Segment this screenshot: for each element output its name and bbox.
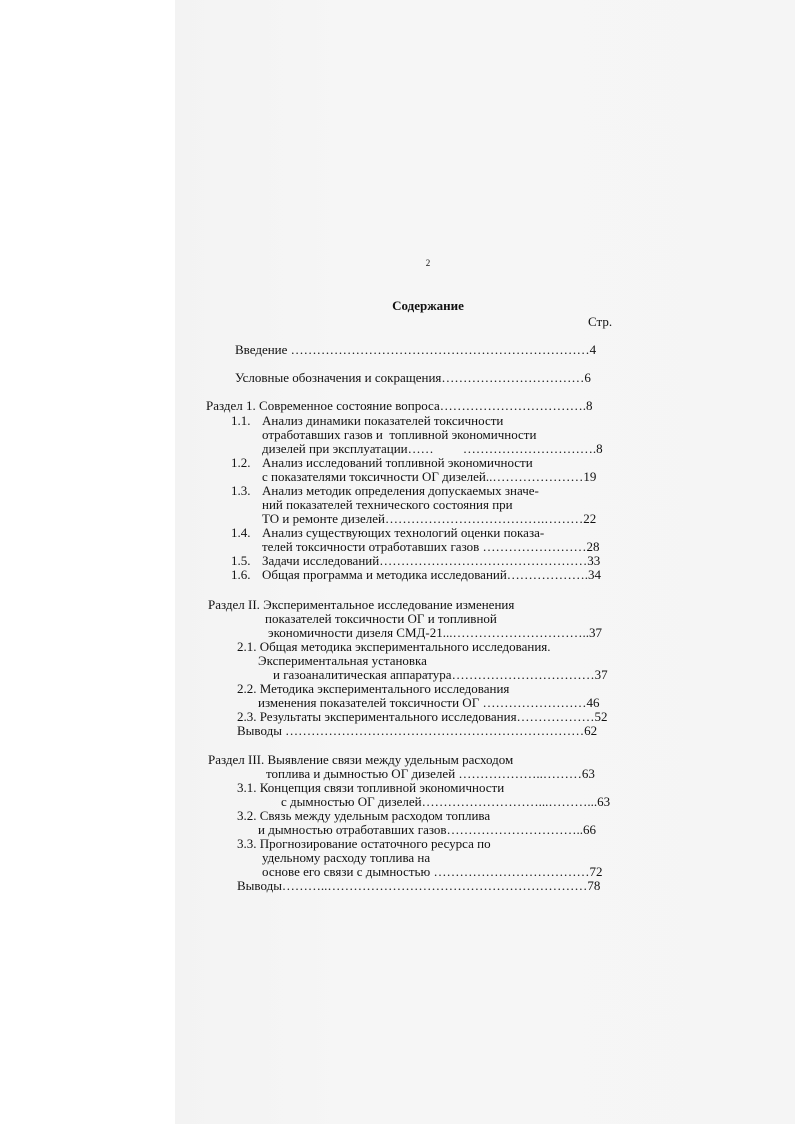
toc-line: изменения показателей токсичности ОГ ……………………46 xyxy=(258,695,600,710)
toc-line: с дымностью ОГ дизелей………………………...………...63 xyxy=(281,794,611,809)
toc-line: дизелей при эксплуатации…… ………………………….8 xyxy=(262,441,603,456)
toc-line: Раздел 1. Современное состояние вопроса…………………………….8 xyxy=(206,398,593,413)
toc-title: Содержание xyxy=(392,298,464,313)
toc-line: ТО и ремонте дизелей……………………………….………22 xyxy=(262,511,597,526)
toc-line: Условные обозначения и сокращения……………………………6 xyxy=(235,370,591,385)
toc-line: основе его связи с дымностью ………………………………72 xyxy=(262,864,603,879)
toc-item-number: 1.3. xyxy=(231,483,251,498)
toc-line: 3.1. Концепция связи топливной экономичности xyxy=(237,780,505,795)
toc-line: Экспериментальная установка xyxy=(258,653,427,668)
toc-line: Общая программа и методика исследований……………….34 xyxy=(262,567,602,582)
toc-line: 2.2. Методика экспериментального исследования xyxy=(237,681,510,696)
toc-line: ний показателей технического состояния при xyxy=(262,497,513,512)
toc-line: показателей токсичности ОГ и топливной xyxy=(265,611,497,626)
toc-line: и дымностью отработавших газов…………………………..66 xyxy=(258,822,597,837)
toc-line: Задачи исследований…………………………………………33 xyxy=(262,553,601,568)
toc-line: Анализ методик определения допускаемых значе- xyxy=(262,483,539,498)
toc-line: Выводы………..……………………………………………………78 xyxy=(237,878,601,893)
toc-item-number: 1.4. xyxy=(231,525,251,540)
toc-line: и газоаналитическая аппаратура……………………………37 xyxy=(273,667,608,682)
toc-line: топлива и дымностью ОГ дизелей ………………..………63 xyxy=(266,766,595,781)
toc-line: с показателями токсичности ОГ дизелей..…………………19 xyxy=(262,469,597,484)
toc-line: Анализ существующих технологий оценки показа- xyxy=(262,525,545,540)
toc-line: 3.2. Связь между удельным расходом топлива xyxy=(237,808,491,823)
toc-item-number: 1.2. xyxy=(231,455,251,470)
toc-line: 2.3. Результаты экспериментального исследования………………52 xyxy=(237,709,608,724)
toc-line: 2.1. Общая методика экспериментального исследования. xyxy=(237,639,551,654)
page-column-label: Стр. xyxy=(588,314,613,329)
toc-line: Выводы ……………………………………………………………62 xyxy=(237,723,598,738)
toc-line: 3.3. Прогнозирование остаточного ресурса по xyxy=(237,836,491,851)
toc-line: Анализ динамики показателей токсичности xyxy=(262,413,504,428)
toc-item-number: 1.5. xyxy=(231,553,251,568)
toc-line: телей токсичности отработавших газов ……………………28 xyxy=(262,539,600,554)
toc-line: Раздел II. Экспериментальное исследование изменения xyxy=(208,597,515,612)
toc-line: Введение ……………………………………………………………4 xyxy=(235,342,597,357)
toc-line: отработавших газов и топливной экономичности xyxy=(262,427,537,442)
page-number: 2 xyxy=(425,258,431,268)
toc-line: удельному расходу топлива на xyxy=(262,850,431,865)
toc-item-number: 1.6. xyxy=(231,567,251,582)
toc-item-number: 1.1. xyxy=(231,413,251,428)
toc-line: Анализ исследований топливной экономичности xyxy=(262,455,533,470)
toc-line: экономичности дизеля СМД-21...…………………………..37 xyxy=(268,625,602,640)
toc-line: Раздел III. Выявление связи между удельным расходом xyxy=(208,752,514,767)
